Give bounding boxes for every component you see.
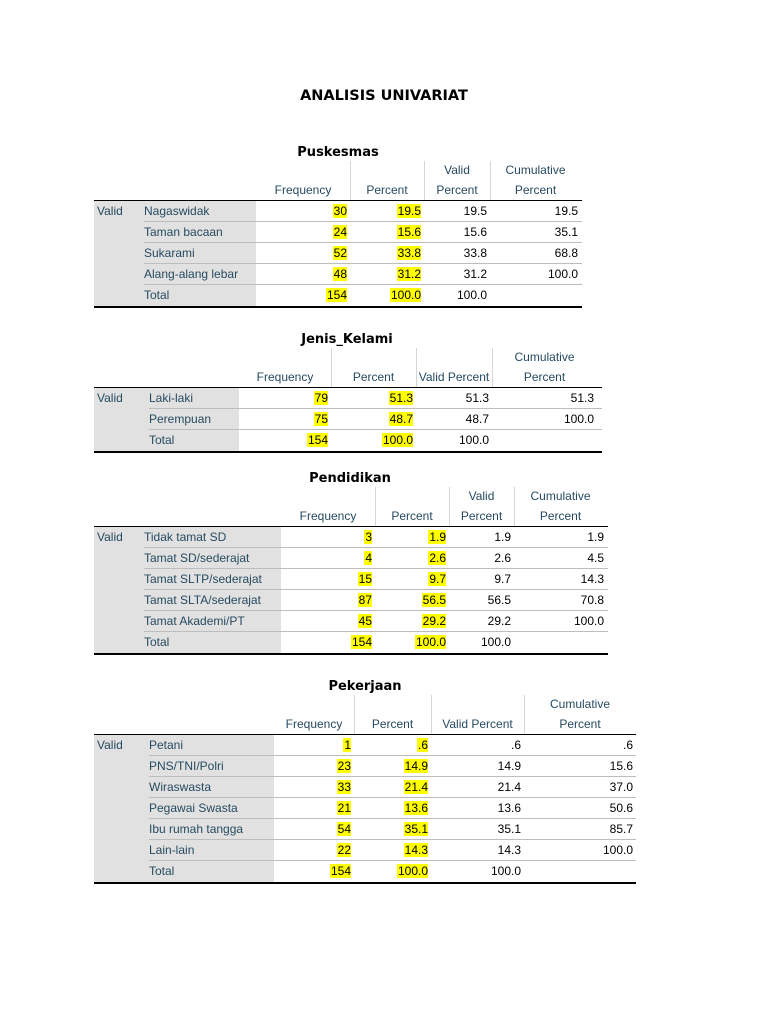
header-frequency bbox=[274, 695, 354, 735]
percent-cell bbox=[375, 611, 446, 632]
table-title: Puskesmas bbox=[297, 145, 379, 160]
percent-cell bbox=[375, 632, 446, 653]
percent-value: 100.0 bbox=[382, 433, 413, 447]
cumulative-percent-value: 4.5 bbox=[587, 551, 604, 565]
cumulative-percent-value: 37.0 bbox=[609, 780, 633, 794]
header-divider bbox=[514, 487, 515, 527]
percent-cell bbox=[375, 527, 446, 548]
header-percent bbox=[350, 161, 424, 201]
frequency-value: 3 bbox=[365, 530, 372, 544]
row-label: PNS/TNI/Polri bbox=[149, 759, 224, 773]
header-divider bbox=[492, 348, 493, 388]
percent-value: 29.2 bbox=[422, 614, 446, 628]
frequency-cell bbox=[274, 798, 351, 819]
valid-percent-value: 19.5 bbox=[463, 204, 487, 218]
percent-cell bbox=[331, 388, 413, 409]
percent-cell bbox=[375, 590, 446, 611]
frequency-cell bbox=[274, 735, 351, 756]
valid-percent-cell bbox=[449, 632, 511, 653]
percent-cell bbox=[354, 756, 428, 777]
valid-percent-value: 51.3 bbox=[465, 391, 489, 405]
valid-percent-value: 14.9 bbox=[497, 759, 521, 773]
valid-percent-value: 56.5 bbox=[487, 593, 511, 607]
cumulative-percent-cell bbox=[524, 819, 633, 840]
cumulative-percent-value: 50.6 bbox=[609, 801, 633, 815]
table-row bbox=[94, 590, 608, 611]
row-label: Total bbox=[144, 288, 170, 302]
valid-percent-cell bbox=[424, 264, 487, 285]
frequency-value: 79 bbox=[314, 391, 328, 405]
frequency-value: 75 bbox=[314, 412, 328, 426]
total-row bbox=[94, 285, 582, 306]
valid-label: Valid bbox=[97, 391, 123, 405]
frequency-value: 154 bbox=[307, 433, 328, 447]
header-divider bbox=[354, 695, 355, 735]
header-percent bbox=[354, 695, 431, 735]
header-valid-percent-text: Valid Percent bbox=[460, 489, 503, 523]
table-row bbox=[94, 264, 582, 285]
frequency-value: 154 bbox=[330, 864, 351, 878]
header-cumulative-percent bbox=[492, 348, 597, 388]
frequency-value: 15 bbox=[358, 572, 372, 586]
cumulative-percent-value: .6 bbox=[622, 738, 633, 752]
cumulative-percent-cell bbox=[514, 611, 604, 632]
cumulative-percent-value: 70.8 bbox=[580, 593, 604, 607]
cumulative-percent-cell bbox=[492, 409, 594, 430]
cumulative-percent-cell bbox=[524, 840, 633, 861]
frequency-cell bbox=[256, 201, 347, 222]
row-label: Pegawai Swasta bbox=[149, 801, 238, 815]
header-cumulative-line2: Percent bbox=[539, 509, 582, 523]
valid-percent-value: 48.7 bbox=[465, 412, 489, 426]
row-label: Petani bbox=[149, 738, 184, 752]
table-row bbox=[94, 840, 636, 861]
valid-percent-value: 21.4 bbox=[497, 780, 521, 794]
row-label: Total bbox=[149, 433, 175, 447]
valid-percent-value: 33.8 bbox=[463, 246, 487, 260]
row-label: Tamat SLTA/sederajat bbox=[144, 593, 261, 607]
table-title: Jenis_Kelami bbox=[301, 332, 393, 347]
cumulative-percent-cell bbox=[514, 527, 604, 548]
percent-cell bbox=[354, 840, 428, 861]
page-title: ANALISIS UNIVARIAT bbox=[300, 88, 468, 104]
cumulative-percent-cell bbox=[490, 222, 578, 243]
table-row bbox=[94, 611, 608, 632]
percent-value: 33.8 bbox=[397, 246, 421, 260]
table-row bbox=[94, 527, 608, 548]
valid-percent-cell bbox=[416, 430, 489, 451]
percent-value: 51.3 bbox=[389, 391, 413, 405]
percent-value: 2.6 bbox=[429, 551, 446, 565]
percent-cell bbox=[350, 243, 421, 264]
valid-percent-cell bbox=[431, 756, 521, 777]
valid-percent-cell bbox=[424, 285, 487, 306]
percent-value: 21.4 bbox=[404, 780, 428, 794]
header-frequency-text: Frequency bbox=[285, 717, 343, 731]
cumulative-percent-value: 100.0 bbox=[602, 843, 633, 857]
frequency-value: 52 bbox=[333, 246, 347, 260]
table-row bbox=[94, 548, 608, 569]
valid-label: Valid bbox=[97, 738, 123, 752]
valid-percent-value: 14.3 bbox=[497, 843, 521, 857]
header-cumulative-line2: Percent bbox=[514, 183, 557, 197]
valid-percent-value: 31.2 bbox=[463, 267, 487, 281]
cumulative-percent-cell bbox=[524, 735, 633, 756]
row-label: Nagaswidak bbox=[144, 204, 210, 218]
percent-value: 100.0 bbox=[397, 864, 428, 878]
valid-percent-value: 1.9 bbox=[494, 530, 511, 544]
cumulative-percent-cell bbox=[524, 756, 633, 777]
table-row bbox=[94, 409, 602, 430]
header-percent-text: Percent bbox=[371, 717, 414, 731]
cumulative-percent-cell bbox=[514, 548, 604, 569]
header-frequency bbox=[256, 161, 350, 201]
header-frequency bbox=[239, 348, 331, 388]
cumulative-percent-cell bbox=[524, 777, 633, 798]
cumulative-percent-value: 100.0 bbox=[547, 267, 578, 281]
valid-percent-value: .6 bbox=[510, 738, 521, 752]
row-label: Ibu rumah tangga bbox=[149, 822, 244, 836]
frequency-cell bbox=[281, 632, 372, 653]
percent-value: 13.6 bbox=[404, 801, 428, 815]
percent-cell bbox=[331, 430, 413, 451]
valid-percent-cell bbox=[416, 388, 489, 409]
header-percent-text: Percent bbox=[352, 370, 395, 384]
frequency-cell bbox=[239, 430, 328, 451]
table-bottom-rule bbox=[94, 882, 636, 884]
table-title: Pekerjaan bbox=[328, 679, 402, 694]
header-frequency-text: Frequency bbox=[274, 183, 332, 197]
frequency-cell bbox=[274, 840, 351, 861]
valid-percent-value: 100.0 bbox=[480, 635, 511, 649]
cumulative-percent-value: 68.8 bbox=[554, 246, 578, 260]
percent-cell bbox=[354, 735, 428, 756]
table-row bbox=[94, 756, 636, 777]
frequency-cell bbox=[239, 409, 328, 430]
total-row bbox=[94, 632, 608, 653]
header-divider bbox=[375, 487, 376, 527]
header-cumulative-percent bbox=[490, 161, 581, 201]
header-cumulative-line1: Cumulative bbox=[549, 697, 611, 711]
header-divider bbox=[490, 161, 491, 201]
header-percent bbox=[331, 348, 416, 388]
table-bottom-rule bbox=[94, 653, 608, 655]
cumulative-percent-value: 51.3 bbox=[570, 391, 594, 405]
header-valid-percent bbox=[449, 487, 514, 527]
frequency-cell bbox=[281, 527, 372, 548]
percent-value: 48.7 bbox=[389, 412, 413, 426]
header-cumulative-line2: Percent bbox=[523, 370, 566, 384]
table-row bbox=[94, 388, 602, 409]
frequency-table-pekerjaan bbox=[94, 679, 636, 884]
frequency-cell bbox=[239, 388, 328, 409]
percent-value: 19.5 bbox=[397, 204, 421, 218]
frequency-value: 154 bbox=[351, 635, 372, 649]
header-divider bbox=[431, 695, 432, 735]
percent-cell bbox=[350, 222, 421, 243]
row-label: Wiraswasta bbox=[149, 780, 212, 794]
table-row bbox=[94, 201, 582, 222]
frequency-cell bbox=[256, 264, 347, 285]
valid-percent-cell bbox=[449, 527, 511, 548]
frequency-value: 30 bbox=[333, 204, 347, 218]
cumulative-percent-value: 1.9 bbox=[587, 530, 604, 544]
header-cumulative-line2: Percent bbox=[559, 717, 601, 731]
valid-percent-value: 13.6 bbox=[497, 801, 521, 815]
percent-value: 1.9 bbox=[429, 530, 446, 544]
valid-percent-value: 2.6 bbox=[494, 551, 511, 565]
cumulative-percent-cell bbox=[524, 861, 633, 882]
percent-value: 15.6 bbox=[397, 225, 421, 239]
header-cumulative-line1: Cumulative bbox=[530, 489, 591, 503]
valid-percent-value: 100.0 bbox=[458, 433, 489, 447]
percent-value: 100.0 bbox=[390, 288, 421, 302]
cumulative-percent-cell bbox=[490, 264, 578, 285]
frequency-cell bbox=[256, 285, 347, 306]
frequency-cell bbox=[281, 569, 372, 590]
frequency-value: 87 bbox=[358, 593, 372, 607]
valid-percent-cell bbox=[449, 611, 511, 632]
header-cumulative-line1: Cumulative bbox=[505, 163, 566, 177]
table-row bbox=[94, 243, 582, 264]
percent-cell bbox=[375, 548, 446, 569]
frequency-cell bbox=[281, 611, 372, 632]
cumulative-percent-cell bbox=[490, 243, 578, 264]
percent-value: 9.7 bbox=[429, 572, 446, 586]
frequency-table-jenis-kelami bbox=[94, 332, 602, 453]
valid-percent-value: 35.1 bbox=[497, 822, 521, 836]
valid-percent-value: 15.6 bbox=[463, 225, 487, 239]
valid-percent-value: 9.7 bbox=[494, 572, 511, 586]
row-label: Taman bacaan bbox=[144, 225, 223, 239]
header-divider bbox=[424, 161, 425, 201]
header-valid-percent-text: Valid Percent bbox=[442, 717, 513, 731]
row-label: Alang-alang lebar bbox=[144, 267, 239, 281]
frequency-value: 24 bbox=[333, 225, 347, 239]
percent-value: 14.9 bbox=[404, 759, 428, 773]
row-label: Laki-laki bbox=[149, 391, 194, 405]
row-label: Tamat SD/sederajat bbox=[144, 551, 250, 565]
row-label: Tidak tamat SD bbox=[144, 530, 227, 544]
total-row bbox=[94, 861, 636, 882]
frequency-value: 33 bbox=[337, 780, 351, 794]
header-divider bbox=[416, 348, 417, 388]
frequency-value: 22 bbox=[337, 843, 351, 857]
header-valid-percent bbox=[416, 348, 492, 388]
frequency-cell bbox=[274, 777, 351, 798]
cumulative-percent-value: 15.6 bbox=[609, 759, 633, 773]
frequency-value: 54 bbox=[337, 822, 351, 836]
frequency-value: 1 bbox=[344, 738, 351, 752]
header-divider bbox=[331, 348, 332, 388]
percent-value: 31.2 bbox=[397, 267, 421, 281]
header-frequency bbox=[281, 487, 375, 527]
cumulative-percent-cell bbox=[524, 798, 633, 819]
header-valid-percent bbox=[424, 161, 490, 201]
row-label: Tamat Akademi/PT bbox=[144, 614, 245, 628]
percent-cell bbox=[354, 861, 428, 882]
header-divider bbox=[350, 161, 351, 201]
frequency-value: 48 bbox=[333, 267, 347, 281]
valid-percent-cell bbox=[431, 819, 521, 840]
percent-cell bbox=[375, 569, 446, 590]
header-valid-percent-text: Valid Percent bbox=[436, 163, 478, 197]
valid-percent-cell bbox=[431, 735, 521, 756]
frequency-value: 21 bbox=[337, 801, 351, 815]
row-label: Total bbox=[144, 635, 170, 649]
table-row bbox=[94, 819, 636, 840]
percent-value: 14.3 bbox=[404, 843, 428, 857]
table-bottom-rule bbox=[94, 451, 602, 453]
percent-value: 100.0 bbox=[415, 635, 446, 649]
header-valid-percent bbox=[431, 695, 524, 735]
cumulative-percent-value: 14.3 bbox=[580, 572, 604, 586]
header-cumulative-percent bbox=[524, 695, 636, 735]
table-row bbox=[94, 222, 582, 243]
percent-cell bbox=[331, 409, 413, 430]
row-label: Sukarami bbox=[144, 246, 195, 260]
table-row bbox=[94, 777, 636, 798]
valid-percent-cell bbox=[431, 777, 521, 798]
cumulative-percent-cell bbox=[490, 201, 578, 222]
cumulative-percent-cell bbox=[514, 569, 604, 590]
header-cumulative-percent bbox=[514, 487, 607, 527]
percent-cell bbox=[350, 264, 421, 285]
cumulative-percent-cell bbox=[514, 632, 604, 653]
valid-percent-cell bbox=[449, 548, 511, 569]
header-divider bbox=[449, 487, 450, 527]
valid-percent-cell bbox=[424, 222, 487, 243]
frequency-table-puskesmas bbox=[94, 145, 582, 308]
percent-cell bbox=[354, 819, 428, 840]
row-label: Perempuan bbox=[149, 412, 212, 426]
header-percent-text: Percent bbox=[366, 183, 408, 197]
percent-value: 35.1 bbox=[404, 822, 428, 836]
row-label: Lain-lain bbox=[149, 843, 195, 857]
table-row bbox=[94, 735, 636, 756]
total-row bbox=[94, 430, 602, 451]
frequency-value: 45 bbox=[358, 614, 372, 628]
header-frequency-text: Frequency bbox=[299, 509, 357, 523]
valid-label: Valid bbox=[97, 204, 123, 218]
row-label: Total bbox=[149, 864, 175, 878]
cumulative-percent-value: 85.7 bbox=[609, 822, 633, 836]
valid-label: Valid bbox=[97, 530, 123, 544]
frequency-cell bbox=[281, 548, 372, 569]
frequency-table-pendidikan bbox=[94, 471, 608, 655]
frequency-cell bbox=[256, 222, 347, 243]
valid-percent-cell bbox=[431, 861, 521, 882]
cumulative-percent-cell bbox=[514, 590, 604, 611]
table-bottom-rule bbox=[94, 306, 582, 308]
header-percent-text: Percent bbox=[391, 509, 433, 523]
table-row bbox=[94, 569, 608, 590]
frequency-cell bbox=[281, 590, 372, 611]
percent-cell bbox=[354, 798, 428, 819]
row-label: Tamat SLTP/sederajat bbox=[144, 572, 262, 586]
percent-cell bbox=[350, 285, 421, 306]
frequency-value: 154 bbox=[326, 288, 347, 302]
cumulative-percent-cell bbox=[492, 388, 594, 409]
cumulative-percent-cell bbox=[492, 430, 594, 451]
table-row bbox=[94, 798, 636, 819]
header-valid-percent-text: Valid Percent bbox=[418, 370, 490, 384]
cumulative-percent-value: 100.0 bbox=[573, 614, 604, 628]
valid-percent-cell bbox=[424, 201, 487, 222]
valid-percent-value: 29.2 bbox=[487, 614, 511, 628]
valid-percent-cell bbox=[424, 243, 487, 264]
cumulative-percent-value: 100.0 bbox=[563, 412, 594, 426]
valid-percent-cell bbox=[449, 590, 511, 611]
header-percent bbox=[375, 487, 449, 527]
header-divider bbox=[524, 695, 525, 735]
table-title: Pendidikan bbox=[309, 471, 391, 486]
frequency-cell bbox=[274, 819, 351, 840]
cumulative-percent-value: 35.1 bbox=[554, 225, 578, 239]
valid-percent-cell bbox=[449, 569, 511, 590]
valid-percent-cell bbox=[416, 409, 489, 430]
frequency-cell bbox=[274, 756, 351, 777]
header-frequency-text: Frequency bbox=[256, 370, 314, 384]
valid-percent-cell bbox=[431, 840, 521, 861]
percent-cell bbox=[354, 777, 428, 798]
cumulative-percent-value: 19.5 bbox=[554, 204, 578, 218]
valid-percent-cell bbox=[431, 798, 521, 819]
frequency-cell bbox=[256, 243, 347, 264]
frequency-value: 4 bbox=[365, 551, 372, 565]
header-cumulative-line1: Cumulative bbox=[514, 350, 575, 364]
percent-value: .6 bbox=[417, 738, 428, 752]
valid-percent-value: 100.0 bbox=[490, 864, 521, 878]
percent-value: 56.5 bbox=[422, 593, 446, 607]
frequency-cell bbox=[274, 861, 351, 882]
valid-percent-value: 100.0 bbox=[456, 288, 487, 302]
cumulative-percent-cell bbox=[490, 285, 578, 306]
frequency-value: 23 bbox=[337, 759, 351, 773]
percent-cell bbox=[350, 201, 421, 222]
